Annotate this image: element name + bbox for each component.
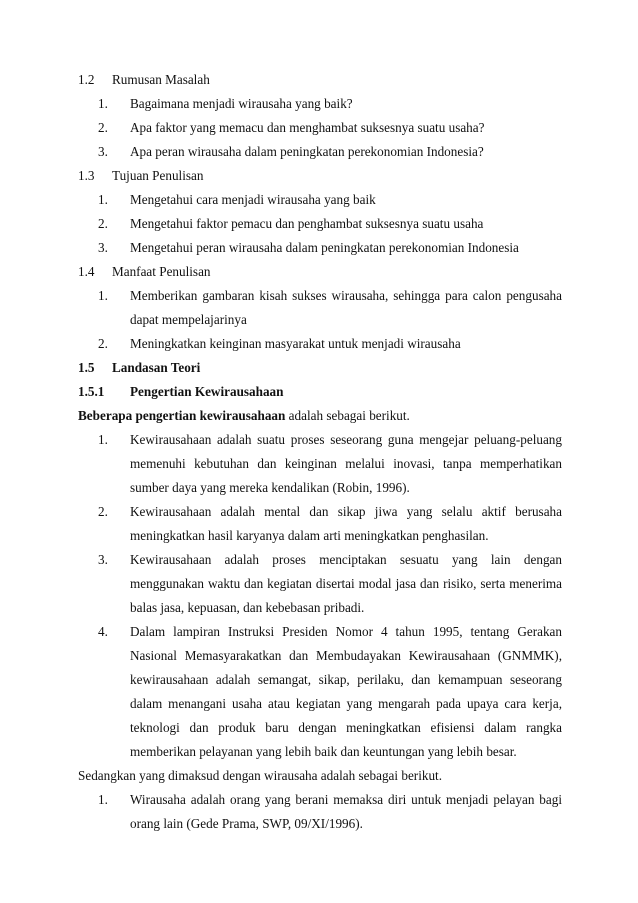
section-heading-manfaat-penulisan: [78, 260, 562, 284]
document-page: [78, 68, 562, 836]
list-item: 1. Wirausaha adalah orang yang berani memaksa diri untuk menjadi pelayan bagi orang lain (Gede Prama, SWP, 09/XI/1996).: [98, 792, 562, 831]
definitions-list: [78, 428, 562, 764]
section-number: 1.4: [78, 264, 95, 279]
intro2-paragraph: Sedangkan yang dimaksud dengan wirausaha adalah sebagai berikut.: [78, 768, 443, 783]
intro-paragraph: [78, 404, 562, 428]
section-number: 1.5: [78, 360, 95, 375]
list-item: 1. Mengetahui cara menjadi wirausaha yang baik: [98, 192, 376, 207]
tujuan-penulisan-list: [78, 188, 562, 260]
section-heading-tujuan-penulisan: [78, 164, 562, 188]
subsection-heading-pengertian: [78, 380, 562, 404]
manfaat-penulisan-list: [78, 284, 562, 356]
list-item: 2. Kewirausahaan adalah mental dan sikap jiwa yang selalu aktif berusaha meningkatkan hasil karyanya dalam arti meningkatkan penghasilan.: [98, 504, 562, 543]
intro-rest: adalah sebagai berikut.: [285, 408, 410, 423]
list-item: 2. Mengetahui faktor pemacu dan penghambat suksesnya suatu usaha: [98, 216, 484, 231]
section-heading-rumusan-masalah: [78, 68, 562, 92]
section-title: Landasan Teori: [112, 360, 201, 375]
section-title: Tujuan Penulisan: [112, 168, 204, 183]
list-item: 3. Kewirausahaan adalah proses menciptakan sesuatu yang lain dengan menggunakan waktu dan kegiatan disertai modal jasa dan risiko, serta menerima balas jasa, kepuasan, dan kebebasan pribadi.: [98, 552, 562, 615]
intro-bold: Beberapa pengertian kewirausahaan: [78, 408, 286, 423]
list-item: 2. Meningkatkan keinginan masyarakat untuk menjadi wirausaha: [98, 336, 461, 351]
list-item: 2. Apa faktor yang memacu dan menghambat suksesnya suatu usaha?: [98, 120, 485, 135]
section-number: 1.3: [78, 168, 95, 183]
list-item: 4. Dalam lampiran Instruksi Presiden Nomor 4 tahun 1995, tentang Gerakan Nasional Memasyarakatkan dan Membudayakan Kewirausahaan (GNMMK), kewirausahaan adalah semangat, sikap, perilaku, dan kemampuan seseorang dalam menangani usaha atau kegiatan yang mengarah pada upaya cara kerja, teknologi dan produk baru dengan meningkatkan efisiensi dalam rangka memberikan pelayanan yang lebih baik dan keuntungan yang lebih besar.: [98, 624, 562, 759]
list-item: 1. Memberikan gambaran kisah sukses wirausaha, sehingga para calon pengusaha dapat mempelajarinya: [98, 288, 562, 327]
subsection-number: 1.5.1: [78, 384, 105, 399]
section-heading-landasan-teori: [78, 356, 562, 380]
section-title: Manfaat Penulisan: [112, 264, 211, 279]
section-title: Rumusan Masalah: [112, 72, 210, 87]
list-item: 3. Apa peran wirausaha dalam peningkatan perekonomian Indonesia?: [98, 144, 484, 159]
list-item: 1. Kewirausahaan adalah suatu proses seseorang guna mengejar peluang-peluang memenuhi kebutuhan dan keinginan melalui inovasi, tanpa memperhatikan sumber daya yang mereka kendalikan (Robin, 1996).: [98, 432, 562, 495]
subsection-title: Pengertian Kewirausahaan: [130, 384, 284, 399]
list-item: 1. Bagaimana menjadi wirausaha yang baik?: [98, 96, 353, 111]
list-item: 3. Mengetahui peran wirausaha dalam peningkatan perekonomian Indonesia: [98, 240, 519, 255]
wirausaha-list: [78, 788, 562, 836]
section-number: 1.2: [78, 72, 95, 87]
rumusan-masalah-list: [78, 92, 562, 164]
